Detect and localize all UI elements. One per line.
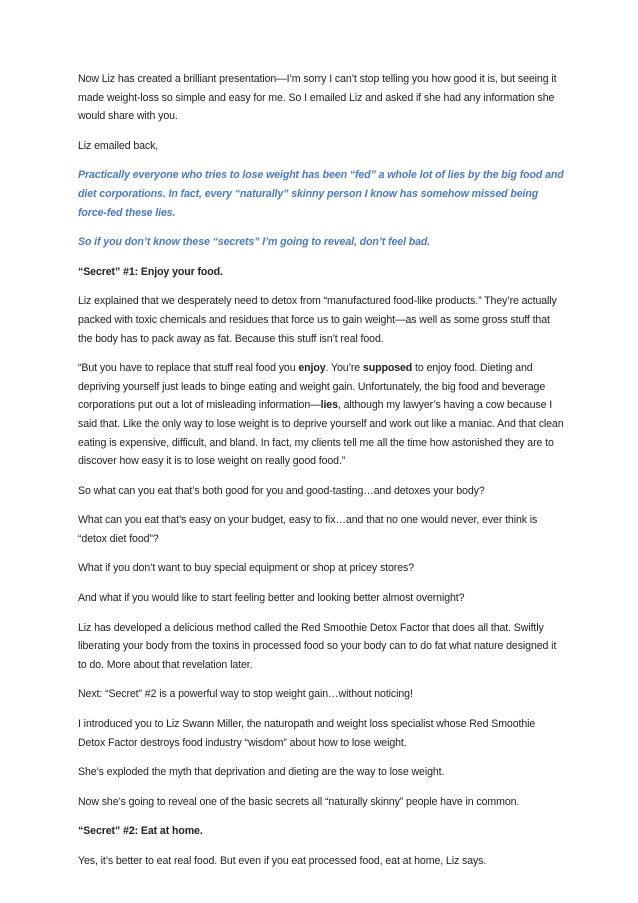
secret-1-heading: “Secret” #1: Enjoy your food.: [78, 265, 223, 278]
myth-paragraph: She’s exploded the myth that deprivation and dieting are the way to lose weight.: [78, 766, 445, 779]
quote-paragraph: Practically everyone who tries to lose weight has been “fed” a whole lot of lies by the big food and diet corporations. In fact, every “naturally” skinny person I know has somehow missed being force-fed these lies.: [78, 169, 564, 219]
bold-lies: lies: [320, 399, 338, 412]
bold-enjoy: enjoy: [298, 362, 326, 375]
liz-reply-paragraph: Liz emailed back,: [78, 139, 159, 152]
reveal-paragraph: Now she’s going to reveal one of the basic secrets all “naturally skinny” people have in common.: [78, 795, 520, 808]
secret-2-heading: “Secret” #2: Eat at home.: [78, 825, 203, 838]
question-paragraph: What can you eat that’s easy on your budget, easy to fix…and that no one would never, ever think is “detox diet food”?: [78, 514, 538, 545]
method-paragraph: Liz has developed a delicious method called the Red Smoothie Detox Factor that does all that. Swiftly liberating your body from the toxins in processed food so your body can to do fat what nature designed it to do. More about that revelation later.: [78, 621, 557, 671]
question-paragraph: What if you don’t want to buy special equipment or shop at pricey stores?: [78, 562, 415, 575]
text-run: . You’re: [325, 362, 363, 375]
quote-paragraph-secrets: So if you don’t know these “secrets” I’m going to reveal, don’t feel bad.: [78, 236, 431, 249]
detox-paragraph: Liz explained that we desperately need to detox from “manufactured food-like products.” They’re actually packed with toxic chemicals and residues that force us to gain weight—as well as some gross stuff that the body has to pack away as fat. Because this stuff isn’t real food.: [78, 295, 557, 345]
text-run: “But you have to replace that stuff real food you: [78, 362, 299, 375]
eat-home-paragraph: Yes, it’s better to eat real food. But even if you eat processed food, eat at home, Liz says.: [78, 855, 487, 867]
text-run: to enjoy food. Dieting and depriving yourself just leads to binge eating and weight gain. Unfortunately, the big food and beverage corporations put out a lot of misleading information—: [78, 362, 546, 412]
intro-paragraph: Now Liz has created a brilliant presentation—I’m sorry I can’t stop telling you how good it is, but seeing it made weight-loss so simple and easy for me. So I emailed Liz and asked if she had any information she would share with you.: [78, 73, 557, 123]
next-paragraph: Next: “Secret” #2 is a powerful way to stop weight gain…without noticing!: [78, 688, 413, 701]
text-run: , although my lawyer’s having a cow because I said that. Like the only way to lose weight is to deprive yourself and work out like a maniac. And that clean eating is expensive, difficult, and bland. In fact, my clients tell me all the time how astonished they are to discover how easy it is to lose weight on really good food.”: [78, 399, 564, 468]
bold-supposed: supposed: [362, 362, 413, 375]
question-paragraph: And what if you would like to start feeling better and looking better almost overnight?: [78, 592, 465, 605]
intro-liz-paragraph: I introduced you to Liz Swann Miller, the naturopath and weight loss specialist whose Red Smoothie Detox Factor destroys food industry “wisdom” about how to lose weight.: [78, 718, 536, 749]
question-paragraph: So what can you eat that’s both good for you and good-tasting…and detoxes your body?: [78, 484, 485, 497]
enjoy-food-paragraph: [78, 359, 564, 471]
document-page: [78, 70, 564, 882]
